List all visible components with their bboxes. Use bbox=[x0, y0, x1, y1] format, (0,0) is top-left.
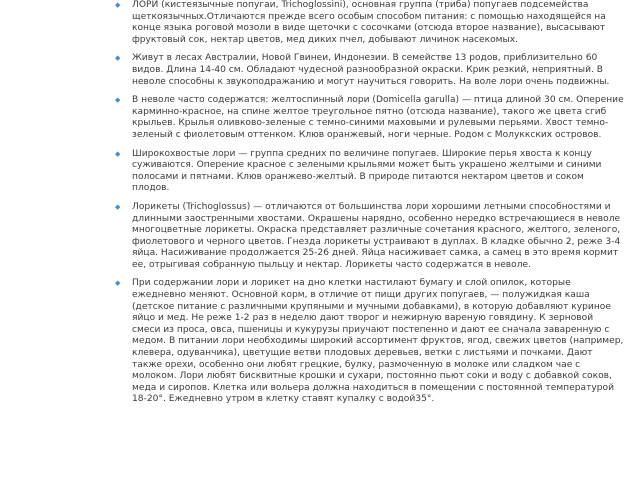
paragraph-text: Живут в лесах Австралии, Новой Гвинеи, Индонезии. В семействе 13 родов, приблизительно 60 видов. Длина 14-40 см. Обладают чудесной разнообразной окраски. Крик резкий, неприятный. В неволе способны к звукоподражанию и могут научиться говорить. На воле лори очень подвижны. bbox=[132, 53, 610, 87]
diamond-bullet-icon: ◆ bbox=[115, 1, 121, 9]
diamond-bullet-icon: ◆ bbox=[115, 279, 121, 288]
paragraph-text: ЛОРИ (кистеязычные попугаи, Trichoglossini), основная группа (триба) попугаев подсемейства щеткоязычных.Отличаются прежде всего особым способом питания: с помощью находящейся на конце языка роговой мозоли в виде щеточки с сосочками (отсюда второе название), высасывают фруктовый сок, нектар цветов, мед диких пчел, добывают личинок насекомых. bbox=[132, 0, 606, 45]
paragraph-text: В неволе часто содержатся: желтоспинный лори (Domicella garulla) — птица длиной 30 см. Оперение карминно-красное, на спине желтое треугольное пятно (отсюда название), такого же цвета сгиб крыльев. Крылья оливково-зеленые с темно-синими маховыми и рулевыми перьями. Хвост темно-зеленый с фиолетовым оттенком. Клюв оранжевый, ноги черные. Родом с Молуккских островов. bbox=[132, 95, 624, 140]
diamond-bullet-icon: ◆ bbox=[115, 54, 121, 63]
bullet-paragraph-6 bbox=[112, 278, 624, 406]
bullet-paragraph-4 bbox=[112, 149, 624, 195]
diamond-bullet-icon: ◆ bbox=[115, 149, 121, 158]
diamond-bullet-icon: ◆ bbox=[115, 202, 121, 211]
text-content bbox=[112, 0, 624, 413]
paragraph-text: Лорикеты (Trichoglossus) — отличаются от большинства лори хорошими летными способностями и длинными заостренными хвостами. Окрашены нарядно, особенно нередко встречающиеся в неволе многоцветные лорикеты. Окраска представляет различные сочетания красного, желтого, зеленого, фиолетового и черного цветов. Гнезда лорикеты устраивают в дуплах. В кладке обычно 2, реже 3-4 яйца. Насиживание продолжается 25-26 дней. Яйца насиживает самка, а самец в это время кормит ее, отрыгивая собранную пыльцу и нектар. Лорикеты часто содержатся в неволе. bbox=[132, 201, 621, 270]
paragraph-text: При содержании лори и лорикет на дно клетки настилают бумагу и слой опилок, которые ежедневно меняют. Основной корм, в отличие от пищи других попугаев, — полужидкая каша (детское питание с различными крупяными и мучными добавками), в которую добавляют куриное яйцо и мед. Не реже 1-2 раз в неделю дают творог и нежирную вареную говядину. К зерновой смеси из проса, овса, пшеницы и кукурузы приучают постепенно и дают ее сначала заваренную с медом. В питании лори необходимы широкий ассортимент фруктов, ягод, свежих цветов (например, клевера, одуванчика), цветущие ветви плодовых деревьев, ветки с листьями и почками. Дают также орехи, особенно они любят грецкие, булку, размоченную в молоке или сладком чае с молоком. Лори любят бисквитные крошки и сухари, постоянно пьют соки и воду с добавкой соков, меда и сиропов. Клетка или вольера должна находиться в помещении с постоянной температурой 18-20°. Ежедневно утром в клетку ставят купалку с водой35°. bbox=[132, 278, 624, 405]
paragraph-text: Широкохвостые лори — группа средних по величине попугаев. Широкие перья хвоста к концу суживаются. Оперение красное с зелеными крыльями может быть украшено желтыми и синими полосами и пятнами. Клюв оранжево-желтый. В природе питаются нектаром цветов и соком плодов. bbox=[132, 148, 602, 194]
bullet-paragraph-1 bbox=[112, 0, 624, 46]
bullet-paragraph-5 bbox=[112, 202, 624, 272]
bullet-paragraph-2 bbox=[112, 53, 624, 88]
bullet-paragraph-3 bbox=[112, 95, 624, 141]
diamond-bullet-icon: ◆ bbox=[115, 96, 121, 105]
